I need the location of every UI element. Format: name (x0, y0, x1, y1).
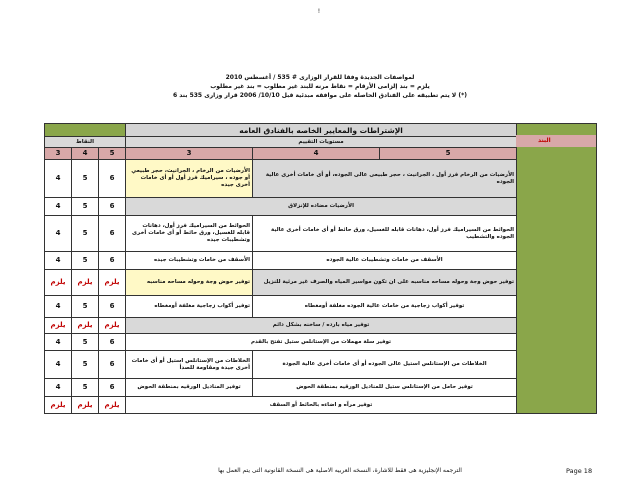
table-title-row (45, 124, 597, 137)
score-cell-3: 4 (45, 351, 72, 379)
score-cell-5: 6 (99, 351, 126, 379)
score-cell-5: يلزم (99, 318, 126, 334)
level-header-4: 4 (253, 148, 380, 160)
score-cell-5: 6 (99, 252, 126, 270)
score-header-5: 5 (99, 148, 126, 160)
score-cell-5: يلزم (99, 270, 126, 296)
score-cell-4: 5 (72, 252, 99, 270)
level-all-text: الأرضيات مضاده للإنزلاق (126, 198, 517, 216)
level-45-text: الأسقف من خامات وتشطيبات عالية الجوده (253, 252, 517, 270)
level-45-text: توفير أكواب زجاجية من خامات عالية الجوده مغلفة أومغطاه (253, 296, 517, 318)
table-title: الإشتراطات والمعايير الخاصه بالفنادق العامه (126, 124, 517, 137)
score-cell-3: 4 (45, 216, 72, 252)
points-header: النقاط (45, 137, 126, 148)
criteria-table (44, 123, 597, 414)
table-row (45, 160, 597, 198)
score-cell-4: 5 (72, 198, 99, 216)
score-cell-4: يلزم (72, 397, 99, 414)
score-cell-3: 4 (45, 160, 72, 198)
table-row (45, 379, 597, 397)
score-cell-3: يلزم (45, 318, 72, 334)
score-header-4: 4 (72, 148, 99, 160)
header-line-2: يلزم = بند إلزامى الأرقام = نقاط مرنه للبند غير مطلوب = بند غير مطلوب (210, 83, 430, 90)
level-3-text: توفير أكواب زجاجية مغلفة أومغطاه (126, 296, 253, 318)
table-subheader-row (45, 137, 597, 148)
table-row (45, 351, 597, 379)
score-cell-4: يلزم (72, 270, 99, 296)
page-number: Page 18 (566, 467, 593, 475)
item-column (517, 124, 597, 414)
score-cell-3: يلزم (45, 270, 72, 296)
score-cell-3: 4 (45, 198, 72, 216)
score-cell-4: 5 (72, 334, 99, 351)
table-row (45, 334, 597, 351)
footer-note: الترجمه الإنجليزية هى فقط للاشارة، النسخه العربيه الاصلية هى النسخة القانونية التى يتم العمل بها (218, 467, 462, 474)
level-3-text: الحوائط من السيراميك فرز أول، دهانات قابله للغسيل، ورق حائط أو أى خامات أخرى وتشطيبات جيده (126, 216, 253, 252)
score-cell-3: يلزم (45, 397, 72, 414)
level-header-3: 3 (126, 148, 253, 160)
header-line-1: لمواصفات الجديدة وفقا للقرار الوزارى # 535 / أغسطس 2010 (225, 74, 415, 81)
level-45-text: الأرضيات من الرخام فرز أول ، الجرانيت ، حجر طبيعى عالى الجوده، أو أى خامات أخرى عالية الجوده (253, 160, 517, 198)
score-cell-4: يلزم (72, 318, 99, 334)
eval-levels-header: مستويات التقييم (126, 137, 517, 148)
header-line-3: (*) لا يتم تطبيقه على الفنادق الحاصله على موافقه مبدئية قبل 10/10/ 2006 قرار وزارى 535 بند 6 (173, 92, 467, 99)
score-cell-4: 5 (72, 296, 99, 318)
score-cell-5: 6 (99, 160, 126, 198)
level-3-text: الأرضيات من الرخام ، الجرانيت، حجر طبيعي أو جوده ، سيراميك فرز أول أو أى خامات أخرى جيده (126, 160, 253, 198)
score-cell-5: 6 (99, 296, 126, 318)
item-header-cell (516, 135, 596, 147)
level-all-text: توفير مرآه و اضاءه بالحائط أو السقف (126, 397, 517, 414)
score-cell-4: 5 (72, 216, 99, 252)
score-cell-4: 5 (72, 379, 99, 397)
score-cell-3: 4 (45, 379, 72, 397)
score-cell-3: 4 (45, 334, 72, 351)
level-3-text: الخلاطات من الإستانلس استيل أو أى خامات أخرى جيدة ومقاومة للصدأ (126, 351, 253, 379)
document-header (150, 73, 490, 100)
table-row (45, 252, 597, 270)
level-45-text: توفير حوض وجة وحوله مساحه مناسبه على ان تكون مواسير المياه والصرف غير مرئية للنزيل (253, 270, 517, 296)
level-3-text: الأسقف من خامات وتشطيبات جيده (126, 252, 253, 270)
table-row (45, 318, 597, 334)
score-header-3: 3 (45, 148, 72, 160)
level-45-text: الخلاطات من الإستانلس استيل عالى الجوده أو أى خامات أخرى عالية الجودة (253, 351, 517, 379)
score-cell-5: يلزم (99, 397, 126, 414)
table-row (45, 296, 597, 318)
level-45-text: توفير حامل من الإستانلس ستيل للمناديل الورقيه بمنطقة الحوض (253, 379, 517, 397)
level-all-text: توفير سلة مهملات من الإستانلس ستيل تفتح بالقدم (126, 334, 517, 351)
table-row (45, 198, 597, 216)
level-3-text: توفير حوض وجة وحوله مساحه مناسبه (126, 270, 253, 296)
level-3-text: توفير المناديل الورقيه بمنطقة الحوض (126, 379, 253, 397)
score-cell-5: 6 (99, 334, 126, 351)
level-header-row (45, 148, 597, 160)
score-cell-5: 6 (99, 216, 126, 252)
score-cell-5: 6 (99, 379, 126, 397)
score-cell-4: 5 (72, 160, 99, 198)
score-cell-3: 4 (45, 252, 72, 270)
item-header-label: البند (538, 137, 551, 144)
page-mark: ! (317, 8, 321, 15)
score-cell-5: 6 (99, 198, 126, 216)
score-cell-3: 4 (45, 296, 72, 318)
level-all-text: توفير مياه بارده / ساخنه بشكل دائم (126, 318, 517, 334)
level-header-5: 5 (380, 148, 517, 160)
score-cell-4: 5 (72, 351, 99, 379)
level-45-text: الحوائط من السيراميك فرز أول، دهانات قابله للغسيل، ورق حائط أو أى خامات أخرى عالية الجوده والتشطيب (253, 216, 517, 252)
table-row (45, 216, 597, 252)
table-row (45, 397, 597, 414)
table-row (45, 270, 597, 296)
